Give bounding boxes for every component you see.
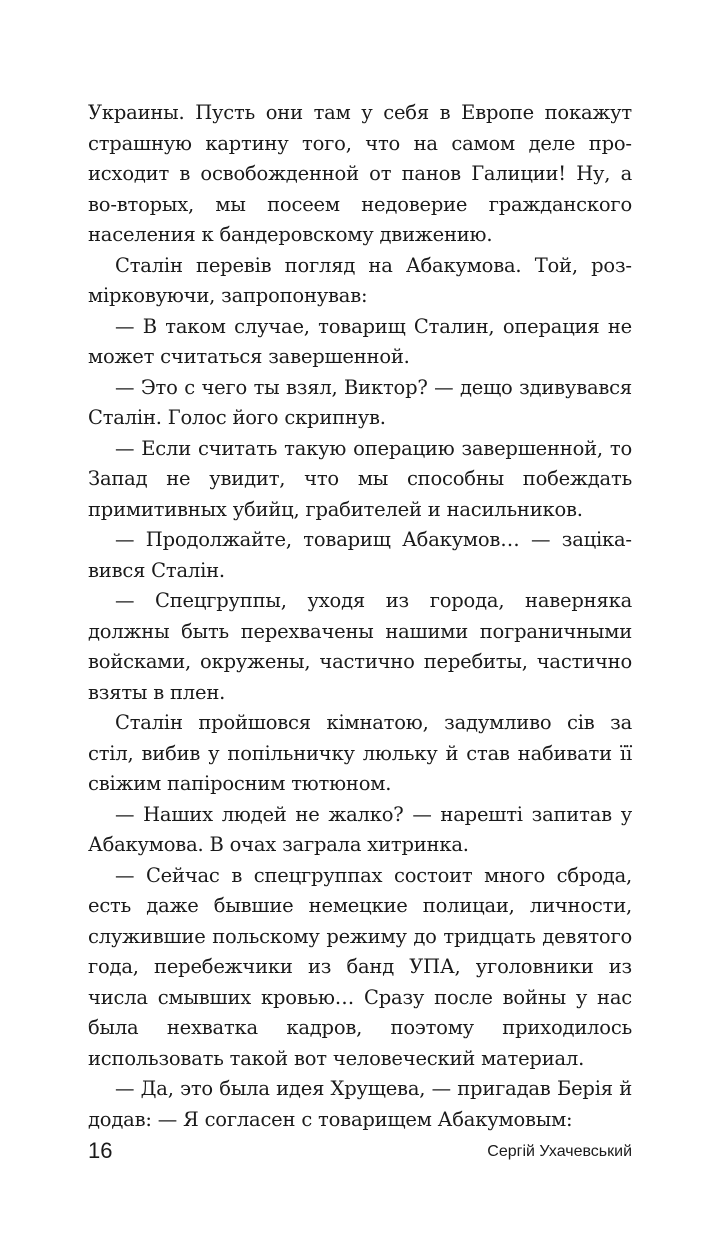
running-author: Сергій Ухачевський: [487, 1143, 632, 1160]
paragraph-6: — Продолжайте, товарищ Абакумов… — зацікавився Сталін.: [88, 528, 632, 582]
page-body: [88, 98, 632, 1135]
paragraph-11: — Да, это была идея Хрущева, — пригадав Берія й додав: — Я согласен с товарищем Абакумовым:: [88, 1077, 632, 1131]
page-footer: [88, 1138, 632, 1168]
paragraph-8: Сталін пройшовся кімнатою, задумливо сів за стіл, вибив у попільничку люльку й став набивати її свіжим папіросним тютюном.: [88, 711, 632, 795]
paragraph-7: — Спецгруппы, уходя из города, наверняка должны быть перехвачены нашими пограничными войсками, окружены, частично перебиты, частично взяты в плен.: [88, 589, 632, 704]
paragraph-1: Украины. Пусть они там у себя в Европе покажут страшную картину того, что на самом деле происходит в освобожденной от панов Галиции! Ну, а во-вторых, мы посеем недоверие гражданского населения к бандеровскому движению.: [88, 101, 632, 246]
paragraph-2: Сталін перевів погляд на Абакумова. Той, розмірковуючи, запропонував:: [88, 253, 632, 307]
paragraph-3: — В таком случае, товарищ Сталин, операция не может считаться завершенной.: [88, 314, 632, 368]
paragraph-4: — Это с чего ты взял, Виктор? — дещо здивувався Сталін. Голос його скрипнув.: [88, 375, 632, 429]
paragraph-5: — Если считать такую операцию завершенной, то Запад не увидит, что мы способны побеждать примитивных убийц, грабителей и насильников.: [88, 436, 632, 521]
page-number: 16: [88, 1138, 113, 1163]
paragraph-9: — Наших людей не жалко? — нарешті запитав у Абакумова. В очах заграла хитринка.: [88, 802, 632, 856]
paragraph-10: — Сейчас в спецгруппах состоит много сброда, есть даже бывшие немецкие полицаи, личности, служившие польскому режиму до тридцать девятого года, перебежчики из банд УПА, уголовники из числа смывших кровью… Сразу после войны у нас была нехватка кадров, поэтому приходилось использовать такой вот человеческий материал.: [88, 863, 632, 1070]
